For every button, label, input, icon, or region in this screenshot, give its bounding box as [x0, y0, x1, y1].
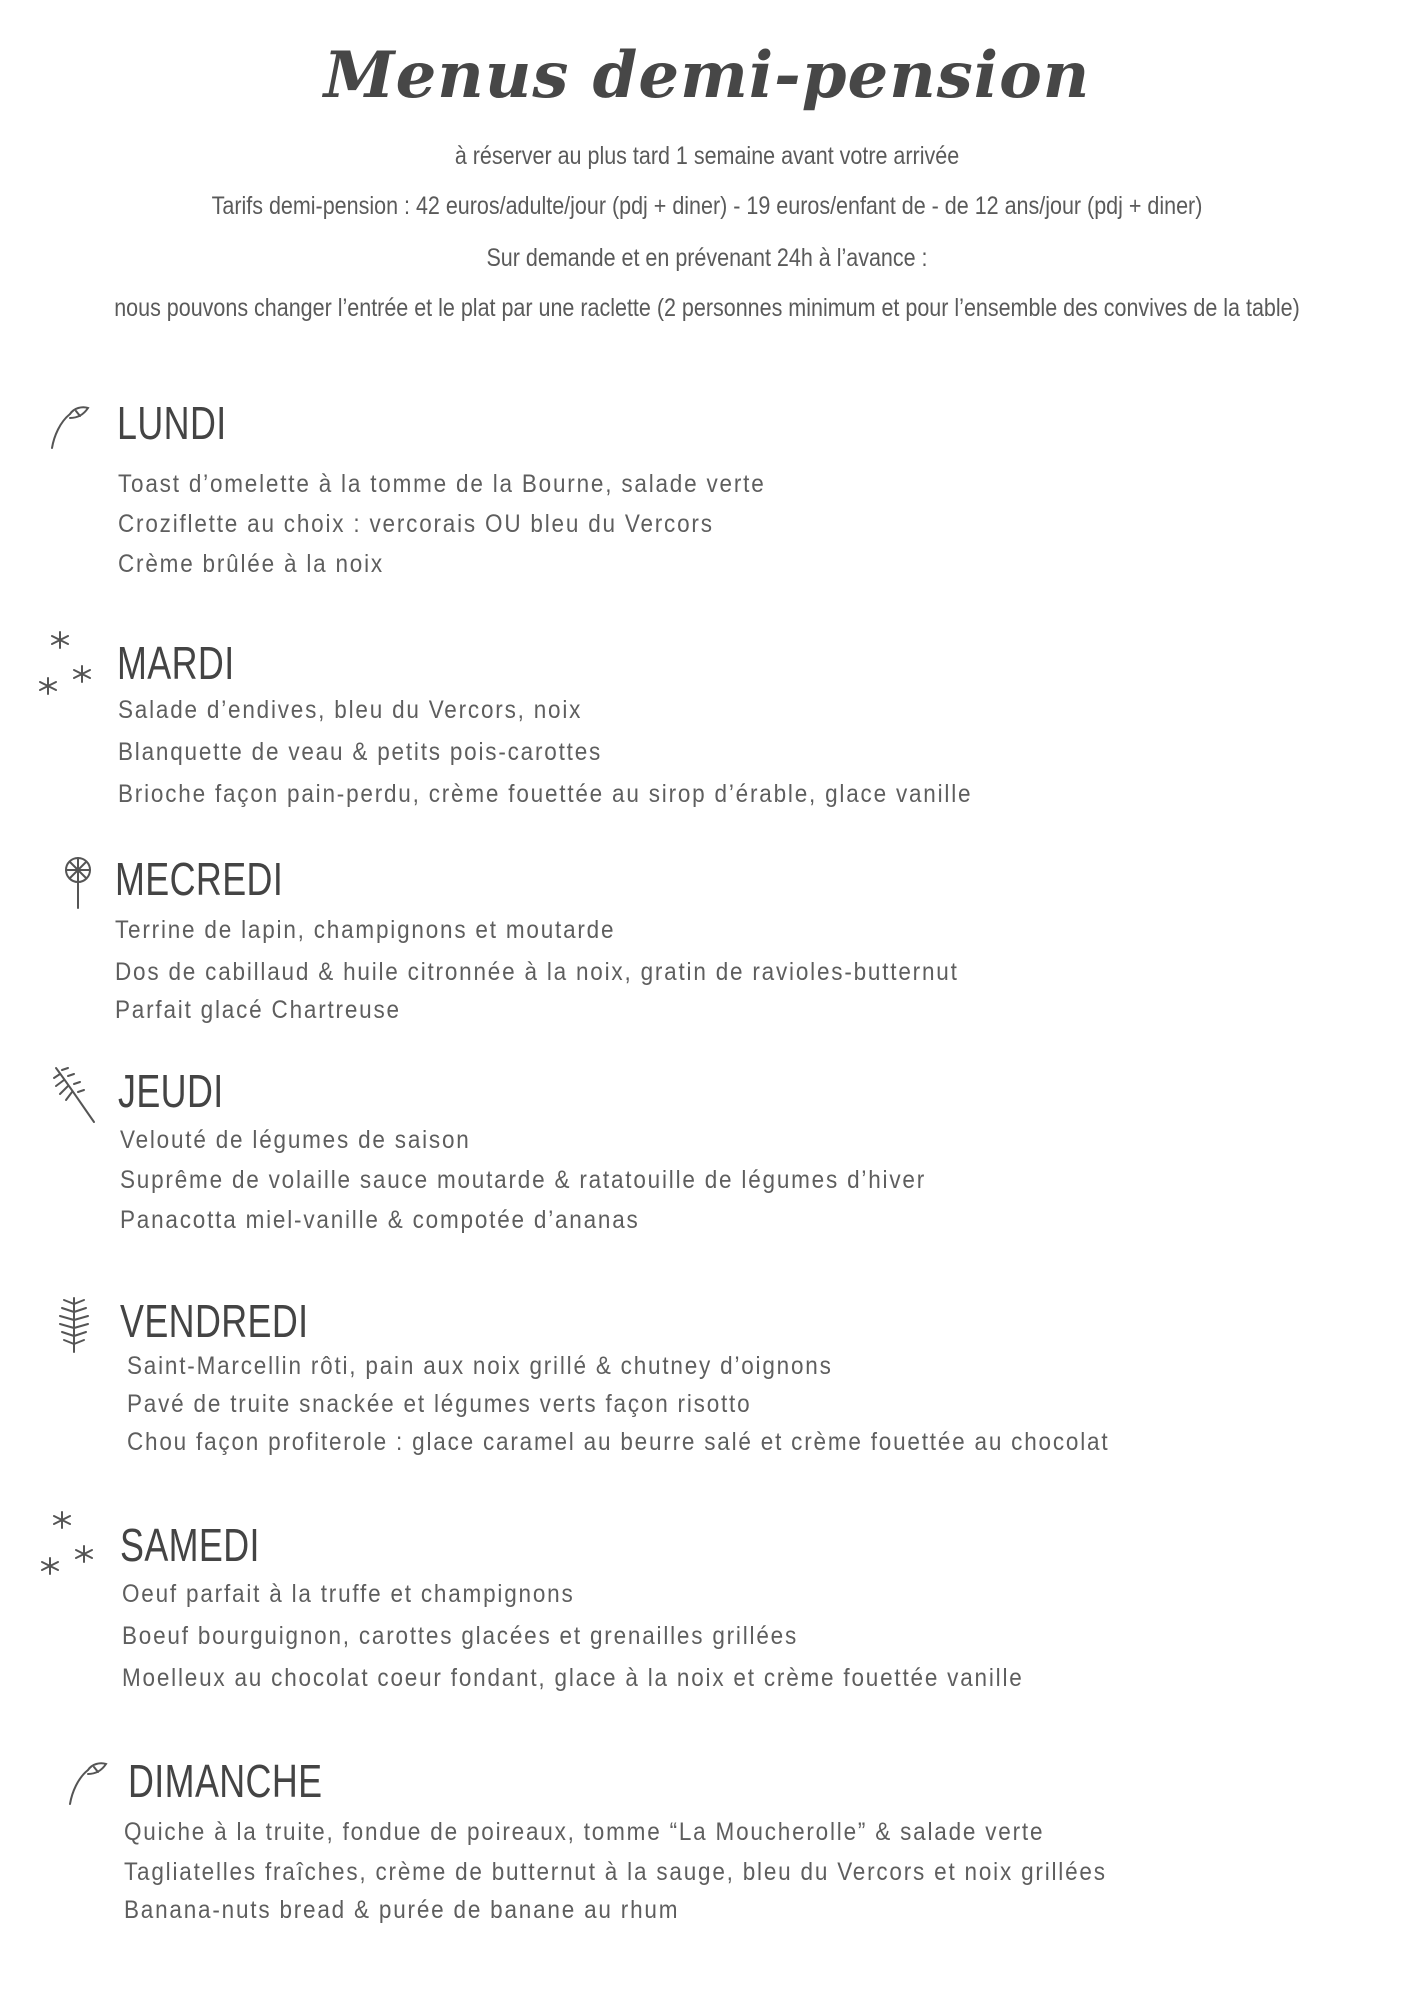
- dish-item: Salade d’endives, bleu du Vercors, noix: [118, 696, 583, 724]
- dish-item: Boeuf bourguignon, carottes glacées et grenailles grillées: [122, 1622, 799, 1650]
- dish-item: Chou façon profiterole : glace caramel au beurre salé et crème fouettée au chocolat: [127, 1428, 1110, 1456]
- day-name-dimanche: DIMANCHE: [128, 1755, 323, 1807]
- dish-item: Suprême de volaille sauce moutarde & ratatouille de légumes d’hiver: [120, 1166, 926, 1194]
- dandelion-icon: [58, 854, 98, 910]
- stars-icon: [38, 1508, 102, 1582]
- leaf-sprig-icon: [46, 400, 92, 450]
- dish-item: Moelleux au chocolat coeur fondant, glace à la noix et crème fouettée vanille: [122, 1664, 1024, 1692]
- dish-item: Tagliatelles fraîches, crème de butternut à la sauge, bleu du Vercors et noix grillées: [124, 1858, 1107, 1886]
- dish-item: Banana-nuts bread & purée de banane au rhum: [124, 1896, 680, 1924]
- dish-item: Terrine de lapin, champignons et moutarde: [115, 916, 616, 944]
- day-name-vendredi: VENDREDI: [120, 1295, 309, 1347]
- dish-item: Velouté de légumes de saison: [120, 1126, 471, 1154]
- dish-item: Pavé de truite snackée et légumes verts façon risotto: [127, 1390, 752, 1418]
- dish-item: Crème brûlée à la noix: [118, 550, 384, 578]
- day-name-mecredi: MECREDI: [115, 853, 284, 905]
- dish-item: Saint-Marcellin rôti, pain aux noix grillé & chutney d’oignons: [127, 1352, 833, 1380]
- dish-item: Parfait glacé Chartreuse: [115, 996, 401, 1024]
- day-name-jeudi: JEUDI: [118, 1065, 224, 1117]
- dish-item: Quiche à la truite, fondue de poireaux, tomme “La Moucherolle” & salade verte: [124, 1818, 1045, 1846]
- day-name-samedi: SAMEDI: [120, 1519, 260, 1571]
- dish-item: Toast d’omelette à la tomme de la Bourne, salade verte: [118, 470, 766, 498]
- day-name-lundi: LUNDI: [117, 397, 227, 449]
- request-note: Sur demande et en prévenant 24h à l’avance :: [486, 244, 928, 272]
- raclette-note: nous pouvons changer l’entrée et le plat par une raclette (2 personnes minimum et pour l’ensemble des convives de la table): [114, 294, 1300, 322]
- reservation-note: à réserver au plus tard 1 semaine avant votre arrivée: [454, 142, 960, 170]
- dish-item: Croziflette au choix : vercorais OU bleu du Vercors: [118, 510, 714, 538]
- pricing-note: Tarifs demi-pension : 42 euros/adulte/jour (pdj + diner) - 19 euros/enfant de - de 12 ans/jour (pdj + diner): [211, 192, 1203, 220]
- dish-item: Oeuf parfait à la truffe et champignons: [122, 1580, 575, 1608]
- dish-item: Blanquette de veau & petits pois-carottes: [118, 738, 603, 766]
- pine-branch-icon: [56, 1296, 92, 1354]
- fern-leaf-icon: [50, 1064, 98, 1124]
- day-name-mardi: MARDI: [117, 637, 235, 689]
- dish-item: Panacotta miel-vanille & compotée d’ananas: [120, 1206, 640, 1234]
- page-title: Menus demi-pension: [323, 38, 1091, 113]
- dish-item: Brioche façon pain-perdu, crème fouettée au sirop d’érable, glace vanille: [118, 780, 973, 808]
- dish-item: Dos de cabillaud & huile citronnée à la noix, gratin de ravioles-butternut: [115, 958, 959, 986]
- leaf-sprig-icon: [64, 1756, 110, 1806]
- stars-icon: [36, 628, 100, 702]
